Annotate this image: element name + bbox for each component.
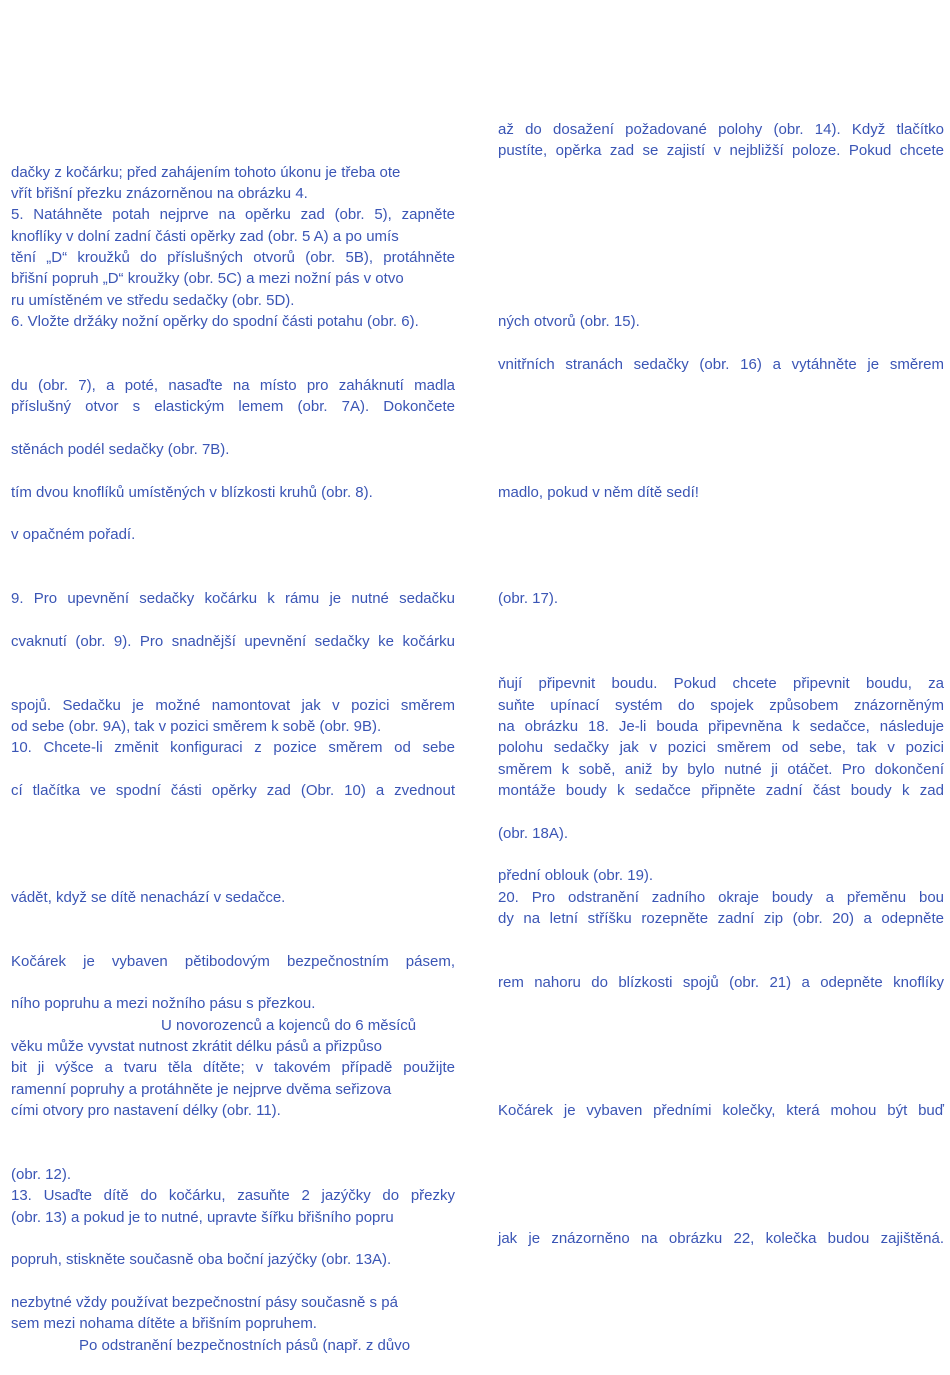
- text-line: přední oblouk (obr. 19).: [498, 867, 654, 884]
- text-line: Kočárek je vybaven předními kolečky, která mohou být buď: [498, 1102, 944, 1119]
- text-line: bit ji výšce a tvaru těla dítěte; v takovém případě použijte: [11, 1059, 455, 1076]
- text-line: popruh, stiskněte současně oba boční jazýčky (obr. 13A).: [11, 1251, 392, 1268]
- text-line: tím dvou knoflíků umístěných v blízkosti kruhů (obr. 8).: [11, 484, 373, 501]
- text-line: na obrázku 18. Je-li bouda připevněna k sedačce, následuje: [498, 718, 944, 735]
- text-line: rem nahoru do blízkosti spojů (obr. 21) a odepněte knoflíky: [498, 974, 944, 991]
- text-line: 13. Usaďte dítě do kočárku, zasuňte 2 jazýčky do přezky: [11, 1187, 455, 1204]
- text-line: U novorozenců a kojenců do 6 měsíců: [161, 1017, 417, 1034]
- text-line: ramenní popruhy a protáhněte je nejprve dvěma seřizova: [11, 1081, 392, 1098]
- text-line: v opačném pořadí.: [11, 526, 136, 543]
- text-line: ňují připevnit boudu. Pokud chcete připevnit boudu, za: [498, 675, 944, 692]
- text-line: nezbytné vždy používat bezpečnostní pásy současně s pá: [11, 1294, 398, 1311]
- text-line: vádět, když se dítě nenachází v sedačce.: [11, 889, 286, 906]
- text-line: ního popruhu a mezi nožního pásu s přezkou.: [11, 995, 316, 1012]
- text-line: du (obr. 7), a poté, nasaďte na místo pro zaháknutí madla: [11, 377, 455, 394]
- text-line: (obr. 17).: [498, 590, 559, 607]
- text-line: ru umístěném ve středu sedačky (obr. 5D).: [11, 292, 295, 309]
- text-line: 9. Pro upevnění sedačky kočárku k rámu je nutné sedačku: [11, 590, 455, 607]
- text-line: montáže boudy k sedačce připněte zadní část boudy k zad: [498, 782, 944, 799]
- text-line: Kočárek je vybaven pětibodovým bezpečnostním pásem,: [11, 953, 455, 970]
- text-line: dačky z kočárku; před zahájením tohoto úkonu je třeba ote: [11, 164, 401, 181]
- text-line: spojů. Sedačku je možné namontovat jak v pozici směrem: [11, 697, 455, 714]
- text-line: břišní popruh „D“ kroužky (obr. 5C) a mezi nožní pás v otvo: [11, 270, 404, 287]
- text-line: pustíte, opěrka zad se zajistí v nejbližší poloze. Pokud chcete: [498, 142, 944, 159]
- text-line: 20. Pro odstranění zadního okraje boudy a přeměnu bou: [498, 889, 944, 906]
- text-line: 6. Vložte držáky nožní opěrky do spodní části potahu (obr. 6).: [11, 313, 419, 330]
- text-line: dy na letní stříšku rozepněte zadní zip (obr. 20) a odepněte: [498, 910, 944, 927]
- text-line: sem mezi nohama dítěte a břišním popruhem.: [11, 1315, 317, 1332]
- text-line: suňte upínací systém do spojek způsobem znázorněným: [498, 697, 944, 714]
- text-line: příslušný otvor s elastickým lemem (obr. 7A). Dokončete: [11, 398, 455, 415]
- text-line: (obr. 13) a pokud je to nutné, upravte šířku břišního popru: [11, 1209, 394, 1226]
- text-line: směrem k sobě, aniž by bylo nutné ji otáčet. Pro dokončení: [498, 761, 944, 778]
- text-line: 10. Chcete-li změnit konfiguraci z pozice směrem od sebe: [11, 739, 455, 756]
- text-line: 5. Natáhněte potah nejprve na opěrku zad (obr. 5), zapněte: [11, 206, 455, 223]
- text-line: knoflíky v dolní zadní části opěrky zad (obr. 5 A) a po umís: [11, 228, 399, 245]
- text-line: stěnách podél sedačky (obr. 7B).: [11, 441, 230, 458]
- text-line: jak je znázorněno na obrázku 22, kolečka budou zajištěná.: [498, 1230, 944, 1247]
- text-line: Po odstranění bezpečnostních pásů (např. z důvo: [79, 1337, 411, 1354]
- text-line: madlo, pokud v něm dítě sedí!: [498, 484, 699, 501]
- text-line: (obr. 12).: [11, 1166, 72, 1183]
- text-line: (obr. 18A).: [498, 825, 569, 842]
- text-line: věku může vyvstat nutnost zkrátit délku pásů a přizpůso: [11, 1038, 383, 1055]
- text-line: až do dosažení požadované polohy (obr. 14). Když tlačítko: [498, 121, 944, 138]
- text-line: tění „D“ kroužků do příslušných otvorů (obr. 5B), protáhněte: [11, 249, 455, 266]
- text-line: cími otvory pro nastavení délky (obr. 11).: [11, 1102, 281, 1119]
- text-line: cvaknutí (obr. 9). Pro snadnější upevnění sedačky ke kočárku: [11, 633, 455, 650]
- text-line: ných otvorů (obr. 15).: [498, 313, 640, 330]
- text-line: polohu sedačky jak v pozici směrem od sebe, tak v pozici: [498, 739, 944, 756]
- text-line: od sebe (obr. 9A), tak v pozici směrem k sobě (obr. 9B).: [11, 718, 382, 735]
- text-line: vnitřních stranách sedačky (obr. 16) a vytáhněte je směrem: [498, 356, 944, 373]
- text-line: vřít břišní přezku znázorněnou na obrázku 4.: [11, 185, 308, 202]
- text-line: cí tlačítka ve spodní části opěrky zad (Obr. 10) a zvednout: [11, 782, 455, 799]
